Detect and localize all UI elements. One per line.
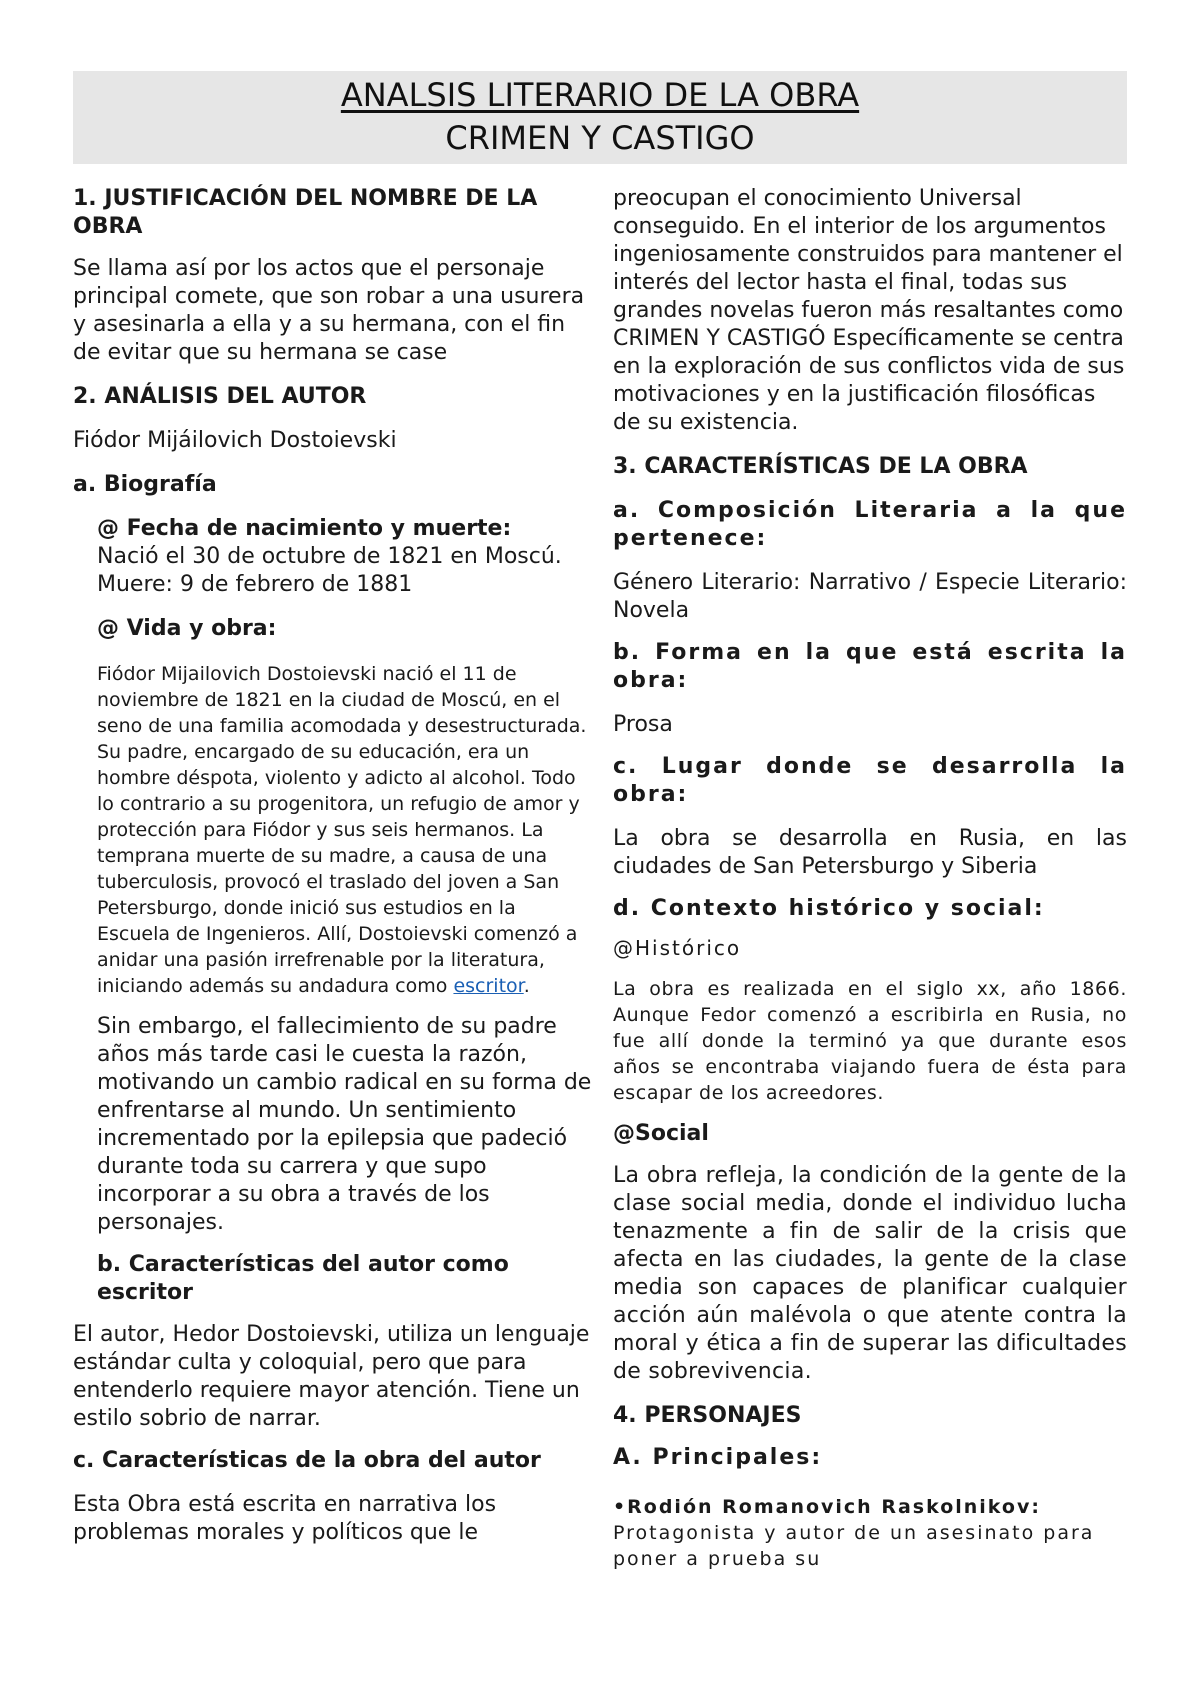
section-1-heading: 1. JUSTIFICACIÓN DEL NOMBRE DE LA OBRA	[73, 186, 538, 239]
biography-heading: a. Biografía	[73, 472, 217, 497]
escritor-link[interactable]: escritor	[453, 975, 524, 997]
section-4-heading: 4. PERSONAJES	[613, 1403, 802, 1428]
author-characteristics-text: El autor, Hedor Dostoievski, utiliza un lenguaje estándar culta y coloquial, pero que para entenderlo requiere mayor atención. Tiene un estilo sobrio de narrar.	[73, 1322, 590, 1431]
author-characteristics-heading: b. Características del autor como escritor	[97, 1252, 509, 1305]
life-heading: @ Vida y obra:	[97, 616, 277, 641]
composition-heading: a. Composición Literaria a la que pertenece:	[613, 498, 1127, 551]
place-heading: c. Lugar donde se desarrolla la obra:	[613, 754, 1127, 807]
composition-text: Género Literario: Narrativo / Especie Literario: Novela	[613, 570, 1127, 623]
life-text-end: .	[523, 975, 530, 997]
place-text: La obra se desarrolla en Rusia, en las ciudades de San Petersburgo y Siberia	[613, 826, 1127, 879]
form-text: Prosa	[613, 712, 673, 737]
author-name: Fiódor Mijáilovich Dostoievski	[73, 428, 397, 453]
work-characteristics-heading: c. Características de la obra del autor	[73, 1448, 541, 1473]
left-column	[73, 185, 593, 1547]
section-3-heading: 3. CARACTERÍSTICAS DE LA OBRA	[613, 454, 1028, 479]
character-1	[613, 1494, 1127, 1572]
social-heading: @Social	[613, 1121, 709, 1146]
historical-text: La obra es realizada en el siglo xx, año 1866. Aunque Fedor comenzó a escribirla en Rusia, no fue allí donde la terminó ya que durante esos años se encontraba viajando fuera de ésta para escapar de los acreedores.	[613, 978, 1127, 1104]
document-page	[73, 71, 1127, 1570]
birth-text: Nació el 30 de octubre de 1821 en Moscú. Muere: 9 de febrero de 1881	[97, 544, 562, 597]
title-box	[73, 71, 1127, 164]
principales-heading: A. Principales:	[613, 1445, 823, 1470]
work-characteristics-text: Esta Obra está escrita en narrativa los problemas morales y políticos que le	[73, 1492, 497, 1545]
title-line-1: ANALSIS LITERARIO DE LA OBRA	[340, 76, 860, 114]
character-1-name: •Rodión Romanovich Raskolnikov:	[613, 1496, 1041, 1518]
life-text	[97, 661, 593, 999]
section-1-text: Se llama así por los actos que el personaje principal comete, que son robar a una usurera y asesinarla a ella y a su hermana, con el fin de evitar que su hermana se case	[73, 256, 585, 365]
life-text-2: Sin embargo, el fallecimiento de su padre años más tarde casi le cuesta la razón, motivando un cambio radical en su forma de enfrentarse al mundo. Un sentimiento incrementado por la epilepsia que padeció durante toda su carrera y que supo incorporar a su obra a través de los personajes.	[97, 1014, 592, 1235]
title-line-2: CRIMEN Y CASTIGO	[445, 119, 755, 157]
form-heading: b. Forma en la que está escrita la obra:	[613, 640, 1127, 693]
life-text-body: Fiódor Mijailovich Dostoievski nació el 11 de noviembre de 1821 en la ciudad de Moscú, en el seno de una familia acomodada y desestructurada. Su padre, encargado de su educación, era un hombre déspota, violento y adicto al alcohol. Todo lo contrario a su progenitora, un refugio de amor y protección para Fiódor y sus seis hermanos. La temprana muerte de su madre, a causa de una tuberculosis, provocó el traslado del joven a San Petersburgo, donde inició sus estudios en la Escuela de Ingenieros. Allí, Dostoievski comenzó a anidar una pasión irrefrenable por la literatura, iniciando además su andadura como	[97, 663, 587, 997]
birth-heading: @ Fecha de nacimiento y muerte:	[97, 516, 512, 541]
right-column	[613, 185, 1127, 1572]
context-heading: d. Contexto histórico y social:	[613, 896, 1045, 921]
social-text: La obra refleja, la condición de la gente de la clase social media, donde el individuo lucha tenazmente a fin de salir de la crisis que afecta en las ciudades, la gente de la clase media son capaces de planificar cualquier acción aún malévola o que atente contra la moral y ética a fin de superar las dificultades de sobrevivencia.	[613, 1163, 1127, 1384]
character-1-text: Protagonista y autor de un asesinato para poner a prueba su	[613, 1522, 1095, 1570]
continued-text: preocupan el conocimiento Universal conseguido. En el interior de los argumentos ingeniosamente construidos para mantener el interés del lector hasta el final, todas sus grandes novelas fueron más resaltantes como CRIMEN Y CASTIGÓ Específicamente se centra en la exploración de sus conflictos vida de sus motivaciones y en la justificación filosóficas de su existencia.	[613, 186, 1125, 435]
historical-heading: @Histórico	[613, 936, 742, 960]
section-2-heading: 2. ANÁLISIS DEL AUTOR	[73, 384, 367, 409]
